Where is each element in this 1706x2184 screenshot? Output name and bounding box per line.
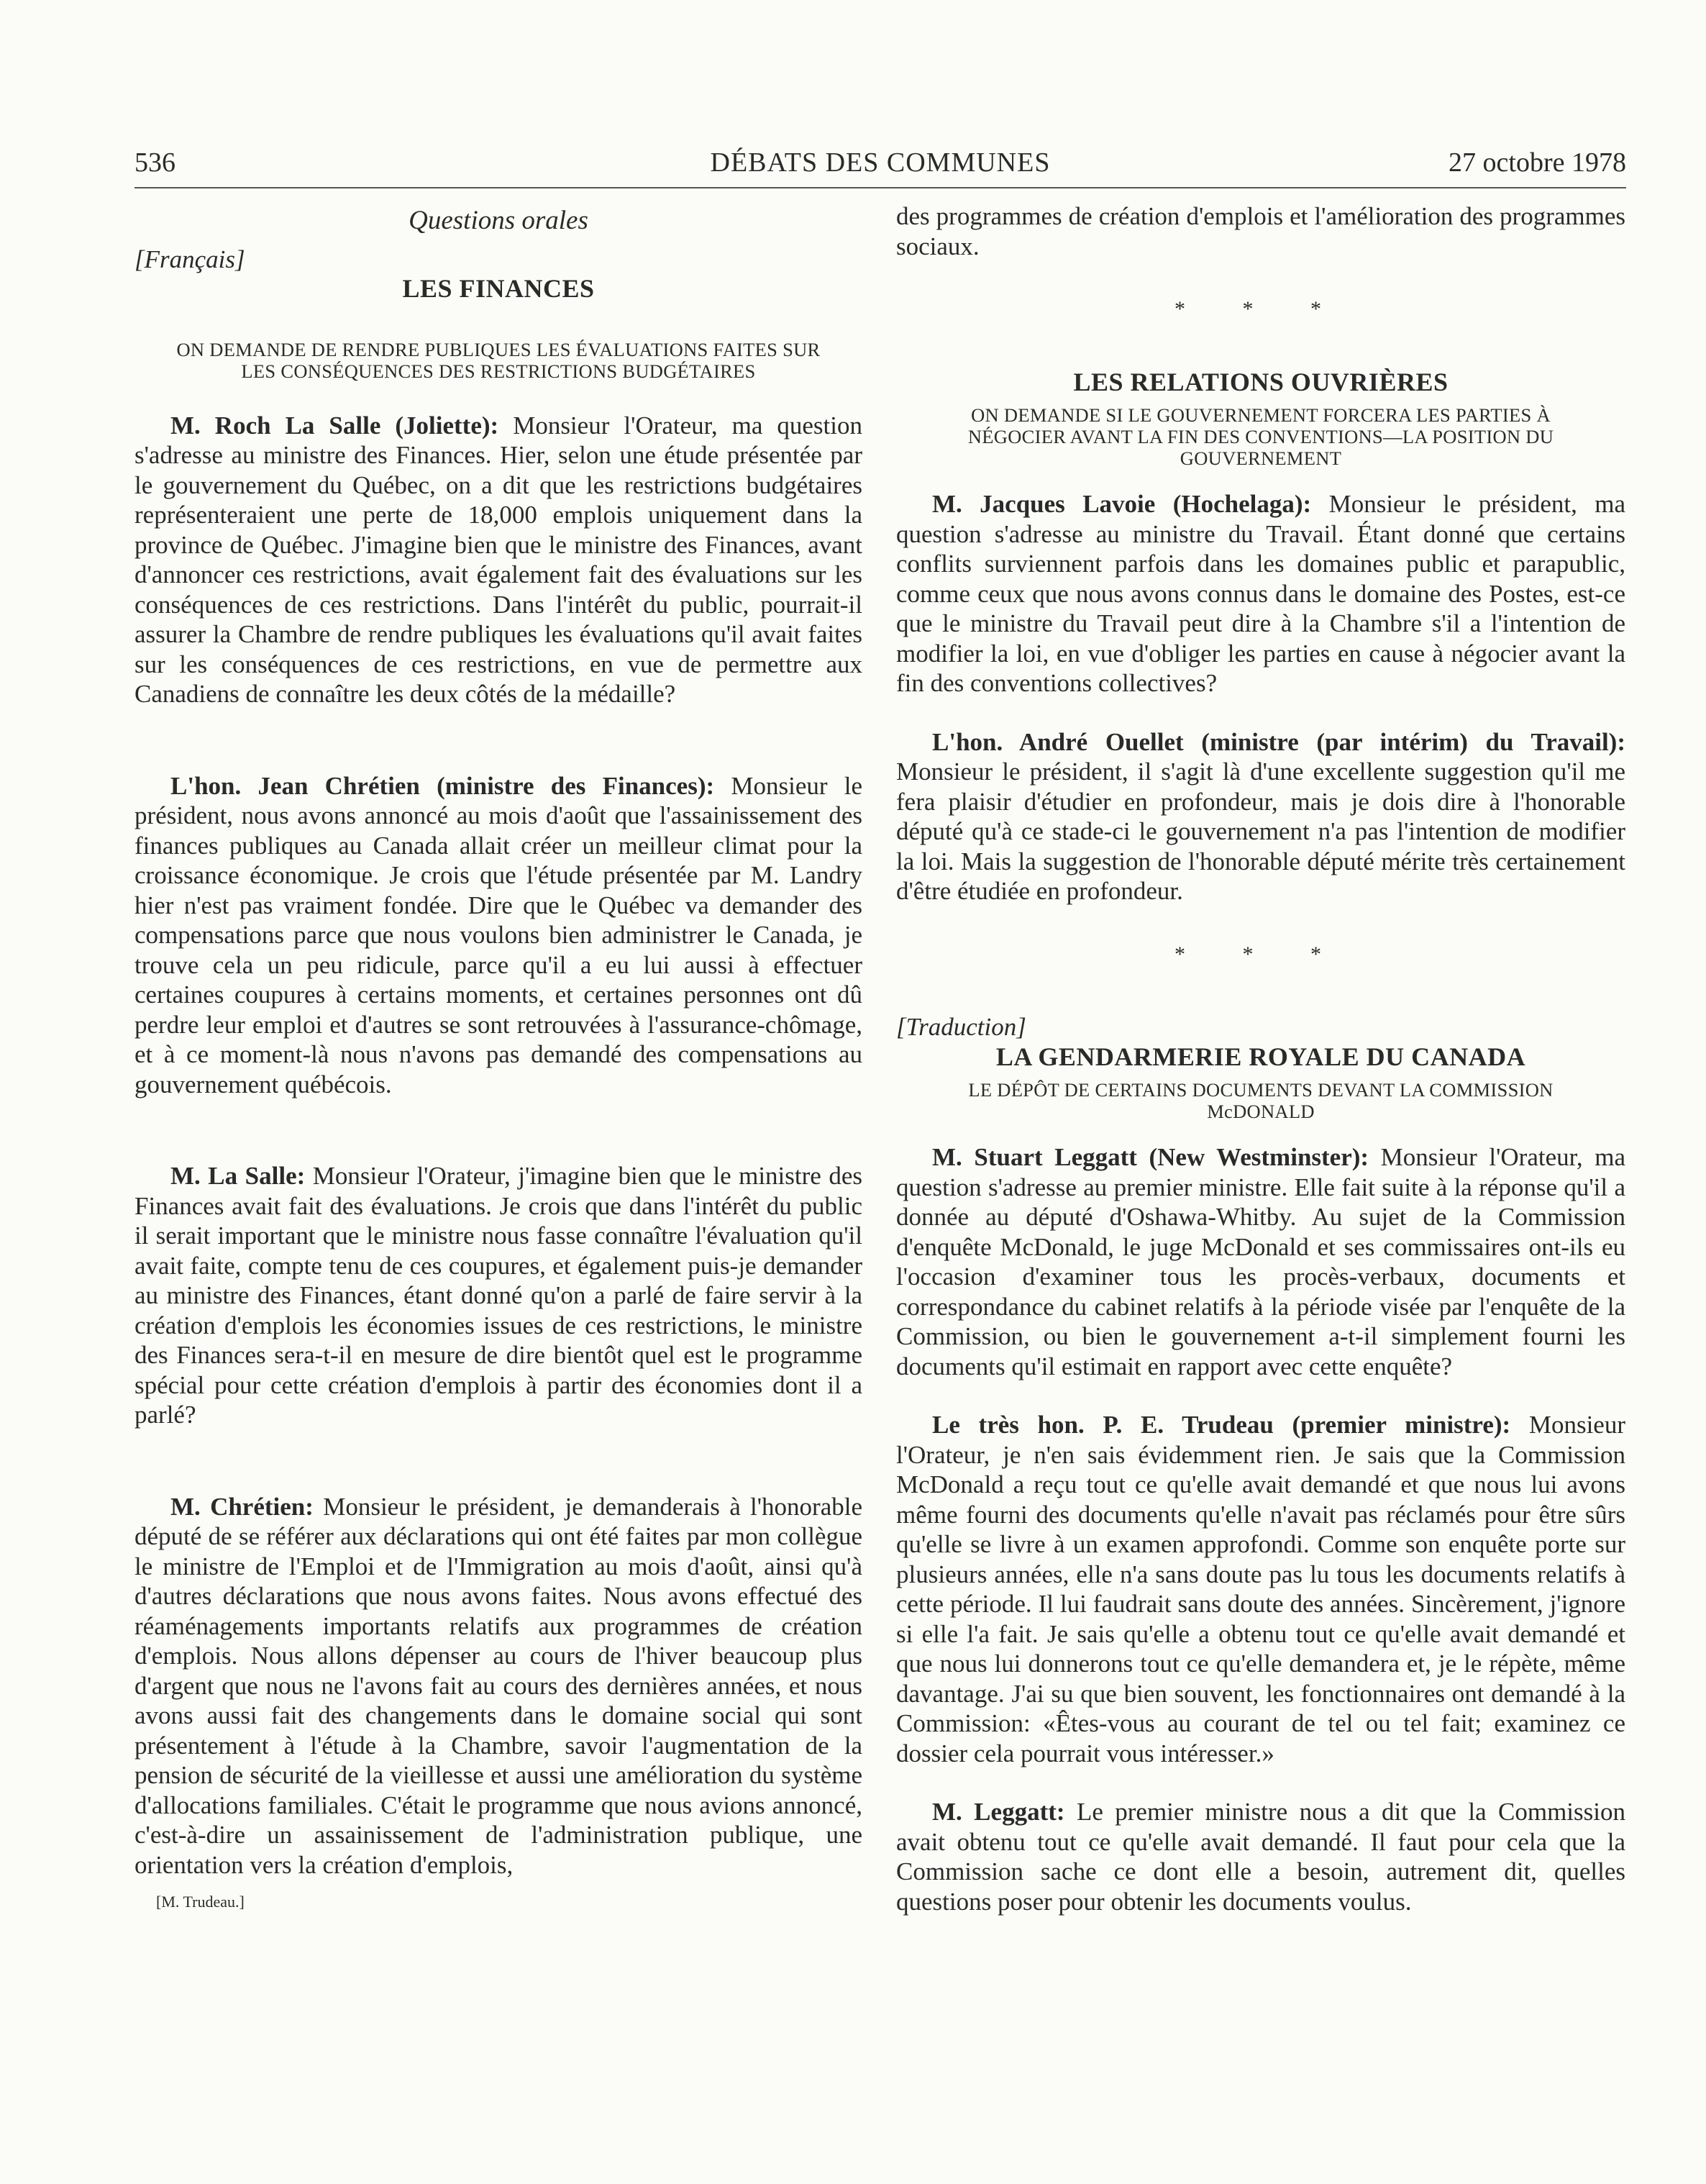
speech-paragraph	[134, 1161, 862, 1430]
publication-title: DÉBATS DES COMMUNES	[710, 147, 1051, 178]
speech-text: Monsieur l'Orateur, je n'en sais évidemment rien. Je sais que la Commission McDonald a reçu tout ce qu'elle avait demandé et que nous lui avons même fourni des documents qu'elle n'avait pas réclamés pour être sûrs qu'elle se livre à un examen approfondi. Comme son enquête porte sur plusieurs années, elle n'a sans doute pas lu tous les documents relatifs à cette période. Il lui faudrait sans doute des années. Sincèrement, j'ignore si elle l'a fait. Je sais qu'elle a obtenu tout ce qu'elle avait demandé et que nous lui donnerons tout ce qu'elle demandera et, je le répète, même davantage. J'ai su que bien souvent, les fonctionnaires ont demandé à la Commission: «Êtes-vous au courant de tel ou tel fait; examinez ce dossier cela pourrait vous intéresser.»	[896, 1411, 1625, 1767]
speaker-name: M. Roch La Salle (Joliette):	[170, 411, 499, 440]
topic-heading: LES RELATIONS OUVRIÈRES	[1073, 367, 1449, 396]
speech-paragraph	[896, 489, 1625, 699]
topic-subheading: ON DEMANDE SI LE GOUVERNEMENT FORCERA LES PARTIES À NÉGOCIER AVANT LA FIN DES CONVENTIONS—LA POSITION DU GOUVERNEMENT	[967, 404, 1554, 469]
speech-text: Monsieur l'Orateur, ma question s'adresse au premier ministre. Elle fait suite à la réponse qu'il a donnée au député d'Oshawa-Whitby. Au sujet de la Commission d'enquête McDonald, le juge McDonald et ses commissaires ont-ils eu l'occasion d'examiner tous les procès-verbaux, documents et correspondance du cabinet relatifs à la période visée par l'enquête de la Commission, ou bien le gouvernement a-t-il simplement fourni les documents qu'il estimait en rapport avec cette enquête?	[896, 1143, 1625, 1380]
topic-heading: LA GENDARMERIE ROYALE DU CANADA	[995, 1042, 1526, 1071]
speaker-name: L'hon. André Ouellet (ministre (par intérim) du Travail):	[932, 727, 1625, 756]
section-separator: * * *	[1174, 297, 1347, 321]
left-column	[134, 201, 862, 1917]
speech-text: Le premier ministre nous a dit que la Commission avait obtenu tout ce qu'elle avait demandé. Il faut pour cela que la Commission sache ce dont elle a besoin, autrement dit, quelles questions poser pour obtenir les documents voulus.	[896, 1798, 1625, 1916]
page-header	[134, 144, 1626, 188]
speaker-name: Le très hon. P. E. Trudeau (premier ministre):	[932, 1411, 1511, 1439]
speech-text: Monsieur le président, il s'agit là d'une excellente suggestion qu'il me fera plaisir d'étudier en profondeur, mais je dois dire à l'honorable député qu'à ce stade-ci le gouvernement n'a pas l'intention de modifier la loi. Mais la suggestion de l'honorable député mérite très certainement d'être étudiée en profondeur.	[896, 757, 1625, 905]
speech-paragraph	[134, 411, 862, 709]
language-marker: [Français]	[134, 245, 245, 273]
right-column	[896, 201, 1625, 1951]
speech-paragraph	[134, 1492, 862, 1880]
speech-paragraph	[896, 1410, 1625, 1768]
speaker-name: M. Jacques Lavoie (Hochelaga):	[932, 490, 1312, 518]
speaker-name: M. Stuart Leggatt (New Westminster):	[932, 1143, 1369, 1171]
speech-text: Monsieur le président, nous avons annoncé au mois d'août que l'assainissement des finances publiques au Canada allait créer un meilleur climat pour la croissance économique. Je crois que l'étude présentée par M. Landry hier n'est pas vraiment fondée. Dire que le Québec va demander des compensations parce que nous voulons bien administrer le Canada, je trouve cela un peu ridicule, parce qu'il a eu lui aussi à effectuer certaines coupures à certains moments, et certaines personnes ont dû perdre leur emploi et d'autres se sont retrouvées à l'assurance-chômage, et à ce moment-là nous n'avons pas demandé des compensations au gouvernement québécois.	[134, 771, 862, 1098]
section-title: Questions orales	[409, 206, 588, 235]
speaker-name: L'hon. Jean Chrétien (ministre des Finances):	[170, 771, 715, 800]
speech-text: Monsieur l'Orateur, ma question s'adresse au ministre des Finances. Hier, selon une étude présentée par le gouvernement du Québec, on a dit que les restrictions budgétaires représenteraient une perte de 18,000 emplois uniquement dans la province de Québec. J'imagine bien que le ministre des Finances, avant d'annoncer ces restrictions, avait également fait des évaluations sur les conséquences de ces restrictions. Dans l'intérêt du public, pourrait-il assurer la Chambre de rendre publiques les évaluations qu'il avait faites sur les conséquences de ces restrictions, en vue de permettre aux Canadiens de connaître les deux côtés de la médaille?	[134, 411, 862, 708]
speaker-name: M. La Salle:	[170, 1162, 306, 1190]
language-marker: [Traduction]	[896, 1013, 1026, 1041]
speech-paragraph	[134, 771, 862, 1100]
speech-text: Monsieur l'Orateur, j'imagine bien que le ministre des Finances avait fait des évaluations. Je crois que dans l'intérêt du public il serait important que le ministre nous fasse connaître l'évaluation qu'il avait faite, compte tenu de ces coupures, et également puis-je demander au ministre des Finances, étant donné qu'on a parlé de faire servir à la création d'emplois les économies issues de ces restrictions, le ministre des Finances sera-t-il en mesure de dire bientôt quel est le programme spécial pour cette création d'emplois à partir des économies dont il a parlé?	[134, 1162, 862, 1429]
topic-subheading: LE DÉPÔT DE CERTAINS DOCUMENTS DEVANT LA COMMISSION McDONALD	[968, 1079, 1554, 1122]
speaker-name: M. Chrétien:	[170, 1492, 314, 1521]
speech-paragraph	[896, 1142, 1625, 1381]
continuation-text: des programmes de création d'emplois et l'amélioration des programmes sociaux.	[896, 202, 1625, 260]
publication-date: 27 octobre 1978	[1449, 147, 1626, 178]
topic-subheading: ON DEMANDE DE RENDRE PUBLIQUES LES ÉVALUATIONS FAITES SUR LES CONSÉQUENCES DES RESTRICTIONS BUDGÉTAIRES	[176, 338, 821, 382]
page-number: 536	[134, 147, 175, 178]
speech-paragraph	[896, 1797, 1625, 1916]
section-separator: * * *	[1174, 942, 1347, 966]
speech-text: Monsieur le président, ma question s'adresse au ministre du Travail. Étant donné que certains conflits surviennent parfois dans les domaines public et parapublic, comme ceux que nous avons connus dans le domaine des Postes, est-ce que le ministre du Travail peut dire à la Chambre s'il a l'intention de modifier la loi, en vue d'obliger les parties en cause à négocier avant la fin des conventions collectives?	[896, 490, 1625, 697]
footnote: [M. Trudeau.]	[156, 1893, 245, 1911]
speaker-name: M. Leggatt:	[932, 1798, 1065, 1826]
speech-text: Monsieur le président, je demanderais à l'honorable député de se référer aux déclarations qui ont été faites par mon collègue le ministre de l'Emploi et de l'Immigration au mois d'août, ainsi qu'à d'autres déclarations que nous avons faites. Nous avons effectué des réaménagements importants relatifs aux programmes de création d'emplois. Nous allons dépenser au cours de l'hiver beaucoup plus d'argent que nous ne l'avons fait au cours des dernières années, et nous avons aussi fait des changements dans le domaine social qui sont présentement à l'étude à la Chambre, savoir l'augmentation de la pension de sécurité de la vieillesse et aussi une amélioration du système d'allocations familiales. C'était le programme que nous avions annoncé, c'est-à-dire un assainissement de l'administration publique, une orientation vers la création d'emplois,	[134, 1492, 862, 1879]
speech-paragraph	[896, 727, 1625, 906]
topic-heading: LES FINANCES	[402, 274, 595, 303]
